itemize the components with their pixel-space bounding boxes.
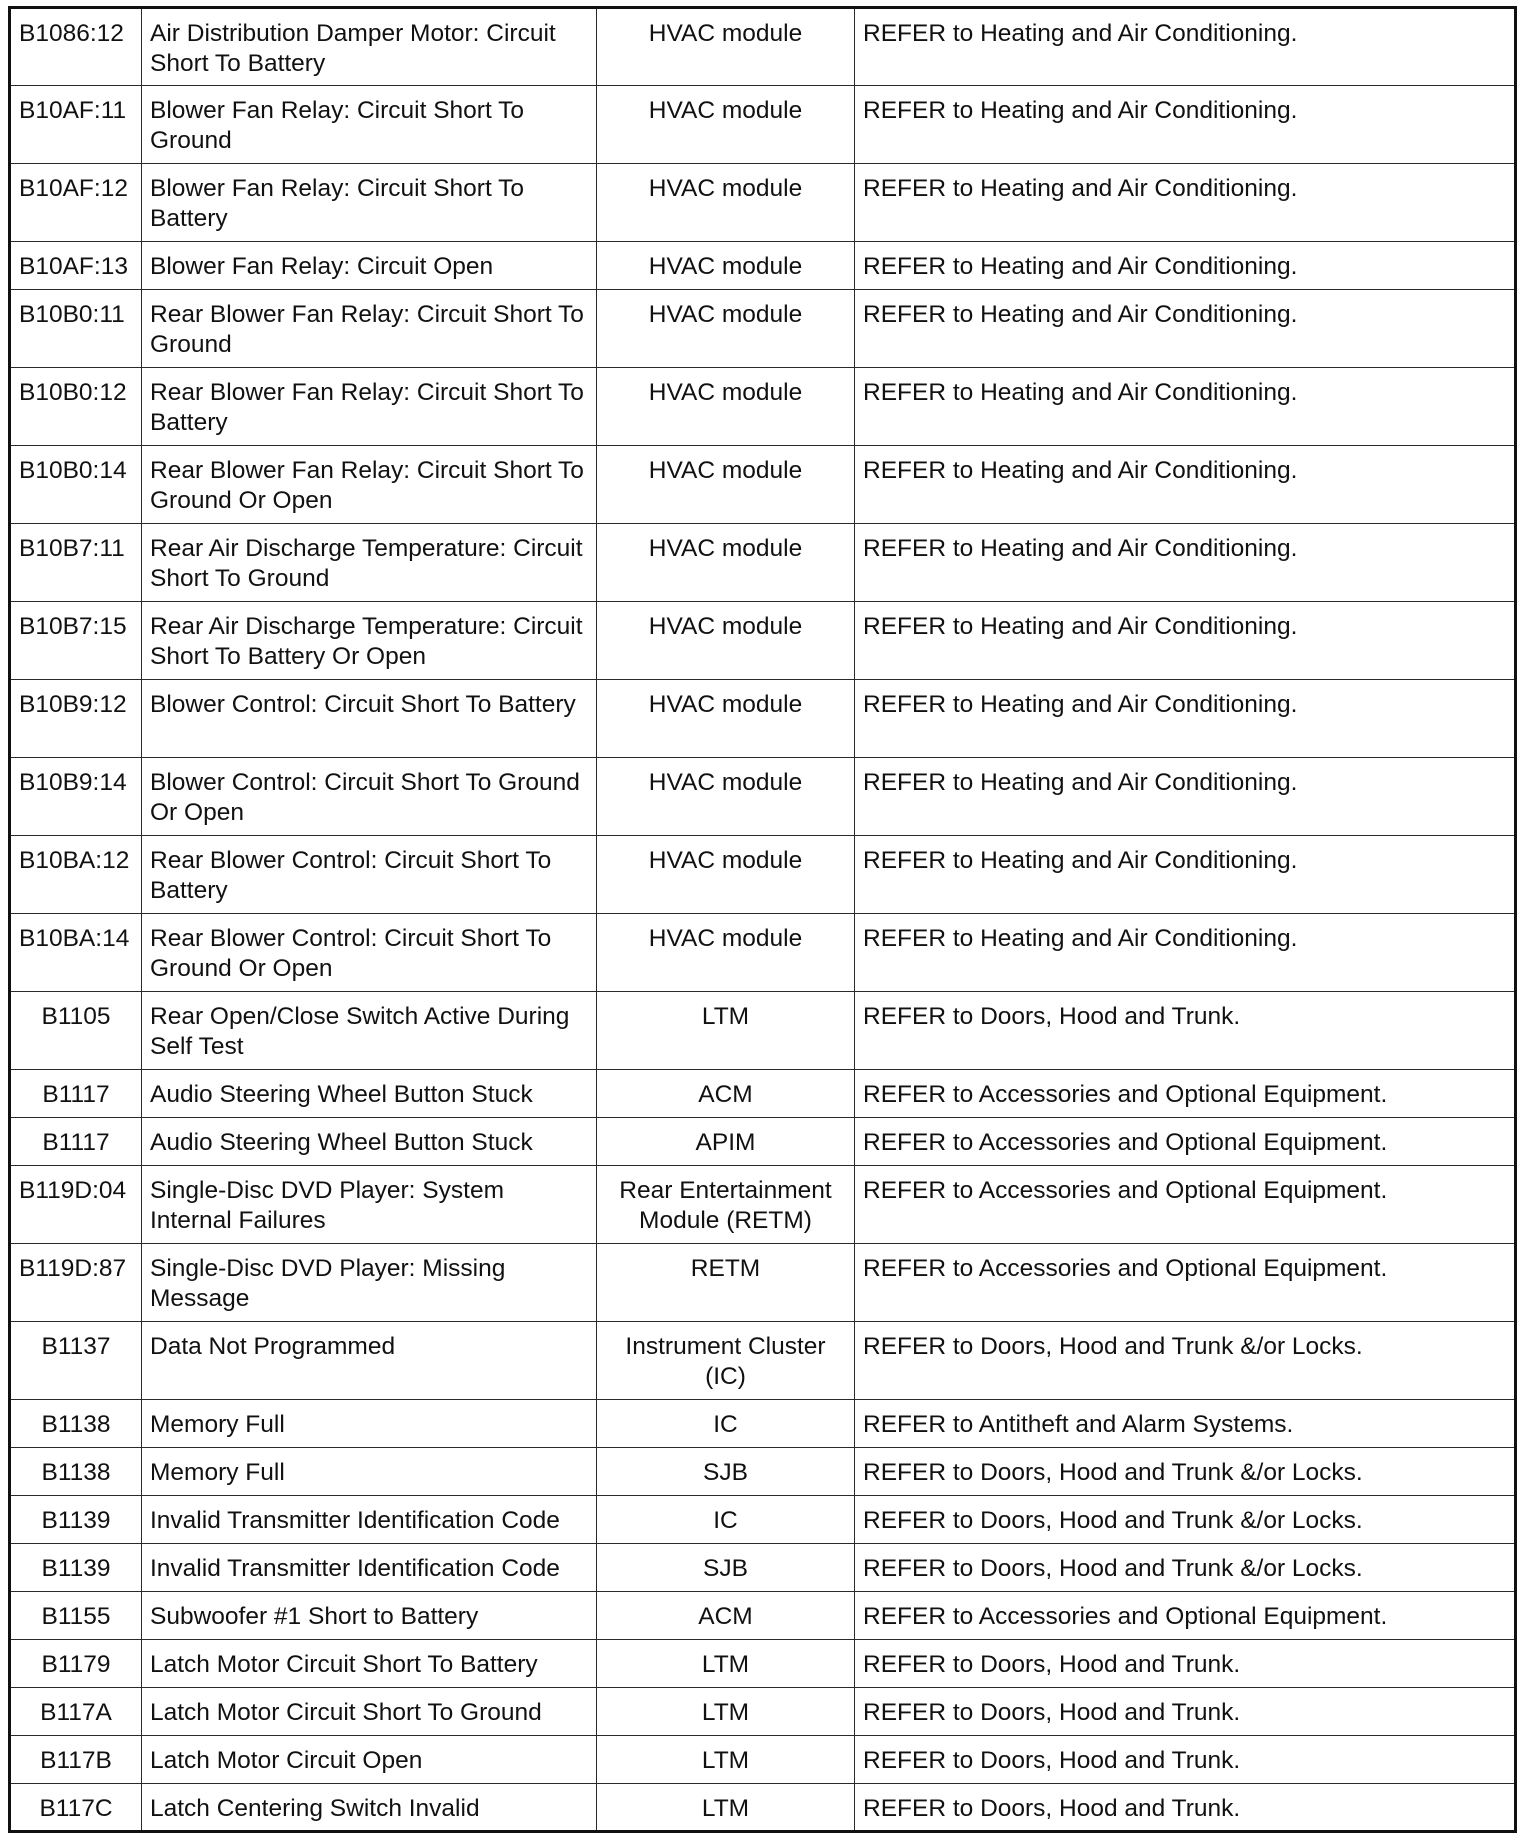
table-row xyxy=(10,1544,1516,1592)
dtc-code: B10B9:12 xyxy=(10,680,142,758)
dtc-description: Data Not Programmed xyxy=(142,1322,597,1400)
dtc-code: B1155 xyxy=(10,1592,142,1640)
dtc-code: B10BA:14 xyxy=(10,914,142,992)
dtc-action: REFER to Heating and Air Conditioning. xyxy=(855,86,1516,164)
dtc-module: IC xyxy=(597,1496,855,1544)
dtc-description: Subwoofer #1 Short to Battery xyxy=(142,1592,597,1640)
dtc-module: HVAC module xyxy=(597,368,855,446)
dtc-action: REFER to Accessories and Optional Equipment. xyxy=(855,1070,1516,1118)
table-row xyxy=(10,1166,1516,1244)
dtc-action: REFER to Heating and Air Conditioning. xyxy=(855,914,1516,992)
table-row xyxy=(10,1736,1516,1784)
dtc-module: HVAC module xyxy=(597,914,855,992)
dtc-module: SJB xyxy=(597,1448,855,1496)
dtc-description: Audio Steering Wheel Button Stuck xyxy=(142,1118,597,1166)
table-row xyxy=(10,1592,1516,1640)
table-row xyxy=(10,1784,1516,1832)
dtc-description: Rear Blower Fan Relay: Circuit Short To Ground Or Open xyxy=(142,446,597,524)
dtc-code: B1179 xyxy=(10,1640,142,1688)
dtc-code: B1138 xyxy=(10,1400,142,1448)
dtc-code: B119D:87 xyxy=(10,1244,142,1322)
dtc-code: B10B0:14 xyxy=(10,446,142,524)
dtc-code: B10AF:11 xyxy=(10,86,142,164)
table-row xyxy=(10,242,1516,290)
dtc-action: REFER to Heating and Air Conditioning. xyxy=(855,836,1516,914)
dtc-module: HVAC module xyxy=(597,86,855,164)
table-row xyxy=(10,1400,1516,1448)
dtc-action: REFER to Accessories and Optional Equipment. xyxy=(855,1118,1516,1166)
dtc-module: HVAC module xyxy=(597,242,855,290)
dtc-code: B10B0:12 xyxy=(10,368,142,446)
table-row xyxy=(10,86,1516,164)
dtc-module: ACM xyxy=(597,1070,855,1118)
dtc-table xyxy=(8,6,1517,1833)
dtc-description: Single-Disc DVD Player: System Internal Failures xyxy=(142,1166,597,1244)
dtc-action: REFER to Heating and Air Conditioning. xyxy=(855,758,1516,836)
table-row xyxy=(10,368,1516,446)
dtc-action: REFER to Heating and Air Conditioning. xyxy=(855,290,1516,368)
table-row xyxy=(10,1118,1516,1166)
dtc-module: HVAC module xyxy=(597,758,855,836)
dtc-action: REFER to Doors, Hood and Trunk &/or Locks. xyxy=(855,1496,1516,1544)
table-row xyxy=(10,1640,1516,1688)
dtc-description: Memory Full xyxy=(142,1448,597,1496)
dtc-module: RETM xyxy=(597,1244,855,1322)
dtc-module: LTM xyxy=(597,1640,855,1688)
table-row xyxy=(10,1322,1516,1400)
dtc-description: Latch Motor Circuit Short To Battery xyxy=(142,1640,597,1688)
dtc-module: HVAC module xyxy=(597,602,855,680)
table-row xyxy=(10,1448,1516,1496)
dtc-code: B1139 xyxy=(10,1544,142,1592)
table-row xyxy=(10,1070,1516,1118)
table-row xyxy=(10,992,1516,1070)
dtc-module: HVAC module xyxy=(597,836,855,914)
table-row xyxy=(10,758,1516,836)
dtc-action: REFER to Heating and Air Conditioning. xyxy=(855,242,1516,290)
dtc-module: Instrument Cluster (IC) xyxy=(597,1322,855,1400)
dtc-description: Blower Fan Relay: Circuit Open xyxy=(142,242,597,290)
dtc-module: HVAC module xyxy=(597,164,855,242)
table-row xyxy=(10,602,1516,680)
dtc-code: B1138 xyxy=(10,1448,142,1496)
dtc-action: REFER to Doors, Hood and Trunk. xyxy=(855,1736,1516,1784)
dtc-description: Rear Blower Fan Relay: Circuit Short To Ground xyxy=(142,290,597,368)
dtc-module: LTM xyxy=(597,992,855,1070)
dtc-module: SJB xyxy=(597,1544,855,1592)
dtc-action: REFER to Heating and Air Conditioning. xyxy=(855,368,1516,446)
dtc-action: REFER to Accessories and Optional Equipment. xyxy=(855,1244,1516,1322)
dtc-code: B10AF:12 xyxy=(10,164,142,242)
dtc-description: Memory Full xyxy=(142,1400,597,1448)
dtc-description: Blower Control: Circuit Short To Battery xyxy=(142,680,597,758)
dtc-action: REFER to Heating and Air Conditioning. xyxy=(855,8,1516,86)
dtc-module: HVAC module xyxy=(597,680,855,758)
table-row xyxy=(10,914,1516,992)
table-row xyxy=(10,446,1516,524)
table-row xyxy=(10,680,1516,758)
dtc-action: REFER to Doors, Hood and Trunk. xyxy=(855,992,1516,1070)
dtc-description: Latch Motor Circuit Short To Ground xyxy=(142,1688,597,1736)
dtc-code: B117C xyxy=(10,1784,142,1832)
dtc-action: REFER to Doors, Hood and Trunk &/or Locks. xyxy=(855,1448,1516,1496)
dtc-description: Audio Steering Wheel Button Stuck xyxy=(142,1070,597,1118)
dtc-module: HVAC module xyxy=(597,8,855,86)
table-row xyxy=(10,836,1516,914)
dtc-description: Air Distribution Damper Motor: Circuit Short To Battery xyxy=(142,8,597,86)
dtc-description: Blower Fan Relay: Circuit Short To Battery xyxy=(142,164,597,242)
dtc-module: LTM xyxy=(597,1688,855,1736)
table-row xyxy=(10,1688,1516,1736)
dtc-code: B10BA:12 xyxy=(10,836,142,914)
dtc-module: Rear Entertainment Module (RETM) xyxy=(597,1166,855,1244)
dtc-code: B119D:04 xyxy=(10,1166,142,1244)
table-row xyxy=(10,8,1516,86)
table-row xyxy=(10,524,1516,602)
dtc-action: REFER to Accessories and Optional Equipment. xyxy=(855,1592,1516,1640)
dtc-code: B1086:12 xyxy=(10,8,142,86)
dtc-code: B117B xyxy=(10,1736,142,1784)
dtc-module: APIM xyxy=(597,1118,855,1166)
dtc-action: REFER to Accessories and Optional Equipment. xyxy=(855,1166,1516,1244)
table-row xyxy=(10,1496,1516,1544)
dtc-module: HVAC module xyxy=(597,524,855,602)
dtc-action: REFER to Doors, Hood and Trunk. xyxy=(855,1640,1516,1688)
dtc-description: Blower Control: Circuit Short To Ground Or Open xyxy=(142,758,597,836)
dtc-description: Invalid Transmitter Identification Code xyxy=(142,1496,597,1544)
dtc-code: B10AF:13 xyxy=(10,242,142,290)
dtc-module: IC xyxy=(597,1400,855,1448)
dtc-module: HVAC module xyxy=(597,446,855,524)
dtc-action: REFER to Doors, Hood and Trunk &/or Locks. xyxy=(855,1544,1516,1592)
dtc-code: B1117 xyxy=(10,1118,142,1166)
dtc-code: B1137 xyxy=(10,1322,142,1400)
dtc-code: B117A xyxy=(10,1688,142,1736)
dtc-action: REFER to Heating and Air Conditioning. xyxy=(855,680,1516,758)
dtc-module: ACM xyxy=(597,1592,855,1640)
dtc-code: B1117 xyxy=(10,1070,142,1118)
dtc-description: Invalid Transmitter Identification Code xyxy=(142,1544,597,1592)
dtc-description: Rear Blower Fan Relay: Circuit Short To Battery xyxy=(142,368,597,446)
dtc-module: HVAC module xyxy=(597,290,855,368)
dtc-action: REFER to Heating and Air Conditioning. xyxy=(855,446,1516,524)
dtc-description: Rear Air Discharge Temperature: Circuit Short To Battery Or Open xyxy=(142,602,597,680)
dtc-description: Blower Fan Relay: Circuit Short To Ground xyxy=(142,86,597,164)
dtc-module: LTM xyxy=(597,1736,855,1784)
dtc-description: Single-Disc DVD Player: Missing Message xyxy=(142,1244,597,1322)
dtc-code: B1139 xyxy=(10,1496,142,1544)
dtc-table-body xyxy=(10,8,1516,1832)
dtc-description: Latch Centering Switch Invalid xyxy=(142,1784,597,1832)
dtc-code: B1105 xyxy=(10,992,142,1070)
dtc-action: REFER to Doors, Hood and Trunk. xyxy=(855,1784,1516,1832)
table-row xyxy=(10,290,1516,368)
table-row xyxy=(10,1244,1516,1322)
dtc-action: REFER to Doors, Hood and Trunk. xyxy=(855,1688,1516,1736)
dtc-action: REFER to Heating and Air Conditioning. xyxy=(855,524,1516,602)
dtc-code: B10B9:14 xyxy=(10,758,142,836)
table-row xyxy=(10,164,1516,242)
dtc-action: REFER to Doors, Hood and Trunk &/or Locks. xyxy=(855,1322,1516,1400)
dtc-action: REFER to Heating and Air Conditioning. xyxy=(855,164,1516,242)
dtc-code: B10B7:11 xyxy=(10,524,142,602)
dtc-description: Rear Air Discharge Temperature: Circuit Short To Ground xyxy=(142,524,597,602)
dtc-description: Latch Motor Circuit Open xyxy=(142,1736,597,1784)
dtc-module: LTM xyxy=(597,1784,855,1832)
dtc-description: Rear Blower Control: Circuit Short To Battery xyxy=(142,836,597,914)
dtc-description: Rear Blower Control: Circuit Short To Ground Or Open xyxy=(142,914,597,992)
dtc-code: B10B7:15 xyxy=(10,602,142,680)
dtc-code: B10B0:11 xyxy=(10,290,142,368)
dtc-action: REFER to Heating and Air Conditioning. xyxy=(855,602,1516,680)
dtc-action: REFER to Antitheft and Alarm Systems. xyxy=(855,1400,1516,1448)
dtc-description: Rear Open/Close Switch Active During Self Test xyxy=(142,992,597,1070)
